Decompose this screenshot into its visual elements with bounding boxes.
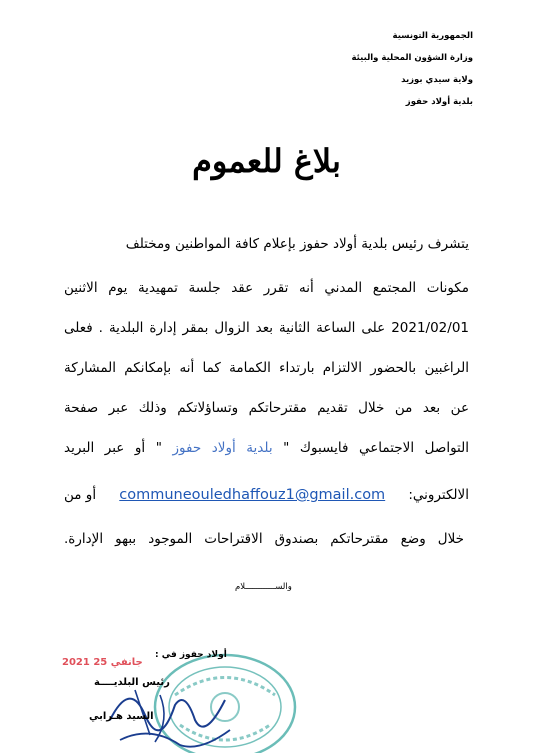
signature-place-date: أولاد حفوز في : (155, 650, 227, 660)
body-line: الراغبين بالحضور الالتزام بارتداء الكمامة كما أنه بإمكانكم المشاركة (64, 360, 469, 376)
signature-title: رئيس البلديــــة (94, 677, 170, 688)
body-line: 2021/02/01 على الساعة الثانية بعد الزوال بمقر إدارة البلدية . فعلى (64, 320, 469, 336)
body-line-facebook (64, 440, 469, 456)
page-title: بلاغ للعموم (192, 142, 341, 180)
body-line-email (64, 487, 469, 503)
body-line: مكونات المجتمع المدني أنه تقرر عقد جلسة تمهيدية يوم الاثنين (64, 280, 469, 296)
body-text: " أو عبر البريد (64, 440, 162, 456)
body-text: الالكتروني: (408, 487, 469, 503)
body-line: يتشرف رئيس بلدية أولاد حفوز بإعلام كافة المواطنين ومختلف (125, 236, 469, 252)
header-municipality: بلدية أولاد حفوز (405, 97, 473, 107)
header-governorate: ولاية سيدي بوزيد (401, 75, 473, 85)
signature-name: السيد هـرابي (89, 711, 154, 722)
body-text: التواصل الاجتماعي فايسبوك " (283, 440, 469, 456)
closing-salutation: والســــــــــــلام (235, 582, 292, 592)
header-republic: الجمهورية التونسية (392, 31, 473, 41)
body-line: عن بعد من خلال تقديم مقترحاتكم وتساؤلاتكم وذلك عبر صفحة (64, 400, 469, 416)
header-ministry: وزارة الشؤون المحلية والبيئة (351, 53, 473, 63)
body-line: خلال وضع مقترحاتكم بصندوق الاقتراحات الموجود ببهو الإدارة. (64, 531, 464, 547)
email-link[interactable]: communeouledhaffouz1@gmail.com (119, 487, 386, 503)
facebook-page-link[interactable]: بلدية أولاد حفوز (161, 440, 284, 456)
date-stamp: 2021 جانفي 25 (62, 657, 143, 668)
handwritten-signature (90, 660, 240, 753)
body-text: أو من (64, 487, 97, 503)
